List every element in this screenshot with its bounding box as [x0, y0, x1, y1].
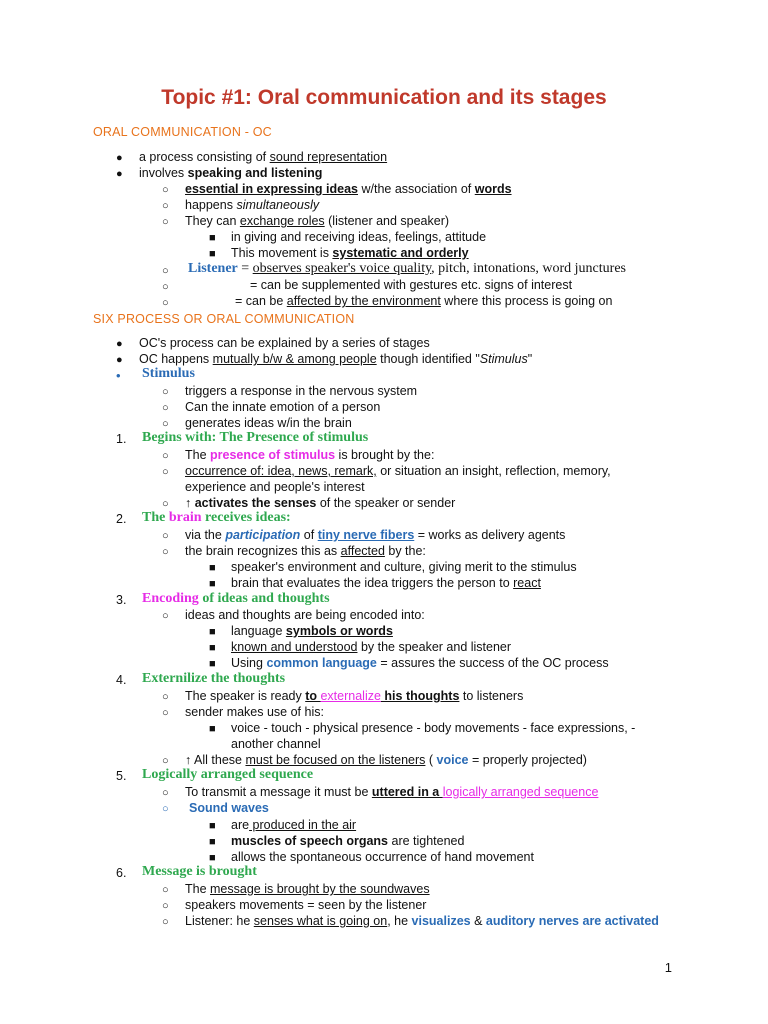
- sound-waves-heading: Sound waves: [189, 801, 269, 815]
- list-item: Using common language = assures the success of the OC process: [231, 656, 609, 670]
- list-item-continuation: experience and people's interest: [185, 480, 365, 494]
- bullet-disc: ●: [116, 152, 123, 164]
- stage-number: 1.: [116, 432, 127, 446]
- list-item: a process consisting of sound representation: [139, 150, 388, 164]
- list-item: are produced in the air: [231, 818, 357, 832]
- list-item: ↑ All these must be focused on the listeners ( voice = properly projected): [185, 753, 587, 767]
- list-item: Listener: he senses what is going on, he visualizes & auditory nerves are activated: [185, 914, 659, 928]
- bullet-circle: ○: [162, 297, 169, 309]
- bullet-circle: ○: [162, 546, 169, 558]
- bullet-circle: ○: [162, 755, 169, 767]
- bullet-circle: ○: [162, 900, 169, 912]
- bullet-square: ■: [209, 642, 216, 654]
- bullet-square: ■: [209, 626, 216, 638]
- stage-number: 3.: [116, 593, 127, 607]
- bullet-circle: ○: [162, 402, 169, 414]
- stage-number: 2.: [116, 512, 127, 526]
- page-number: 1: [664, 960, 672, 975]
- bullet-circle: ○: [162, 498, 169, 510]
- list-item: speaker's environment and culture, giving merit to the stimulus: [231, 560, 577, 574]
- list-item: OC happens mutually b/w & among people though identified "Stimulus": [139, 352, 533, 366]
- list-item-continuation: another channel: [231, 737, 321, 751]
- list-item: This movement is systematic and orderly: [231, 246, 469, 260]
- bullet-circle: ○: [162, 200, 169, 212]
- bullet-square: ■: [209, 836, 216, 848]
- list-item: essential in expressing ideas w/the association of words: [185, 182, 512, 196]
- bullet-circle: ○: [162, 530, 169, 542]
- bullet-square: ■: [209, 232, 216, 244]
- bullet-disc: ●: [116, 354, 123, 366]
- list-item: To transmit a message it must be uttered in a logically arranged sequence: [185, 785, 599, 799]
- bullet-square: ■: [209, 820, 216, 832]
- list-item: triggers a response in the nervous system: [185, 384, 418, 398]
- list-item: allows the spontaneous occurrence of hand movement: [231, 850, 534, 864]
- stage-heading-5: Logically arranged sequence: [142, 767, 314, 782]
- list-item: ↑ activates the senses of the speaker or sender: [185, 496, 456, 510]
- stage-heading-6: Message is brought: [142, 864, 257, 879]
- bullet-circle: ○: [162, 466, 169, 478]
- list-item: muscles of speech organs are tightened: [231, 834, 465, 848]
- list-item: generates ideas w/in the brain: [185, 416, 352, 430]
- bullet-square: ■: [209, 562, 216, 574]
- bullet-square: ■: [209, 658, 216, 670]
- bullet-circle: ○: [162, 265, 169, 277]
- list-item: sender makes use of his:: [185, 705, 324, 719]
- list-item: OC's process can be explained by a series of stages: [139, 336, 430, 350]
- list-item: voice - touch - physical presence - body movements - face expressions, -: [231, 721, 636, 735]
- page-title: Topic #1: Oral communication and its stages: [161, 86, 607, 109]
- bullet-circle: ○: [162, 450, 169, 462]
- list-item: the brain recognizes this as affected by the:: [185, 544, 426, 558]
- bullet-disc: ●: [116, 338, 123, 350]
- bullet-circle: ○: [162, 418, 169, 430]
- bullet-circle: ○: [162, 916, 169, 928]
- list-item: = can be affected by the environment where this process is going on: [235, 294, 613, 308]
- list-item: known and understood by the speaker and listener: [231, 640, 512, 654]
- stimulus-heading: Stimulus: [142, 366, 195, 381]
- bullet-disc: ●: [116, 168, 123, 180]
- bullet-square: ■: [209, 248, 216, 260]
- stage-number: 5.: [116, 769, 127, 783]
- list-item: = can be supplemented with gestures etc. signs of interest: [250, 278, 573, 292]
- stage-heading-2: The brain receives ideas:: [142, 510, 291, 525]
- bullet-square: ■: [209, 578, 216, 590]
- stage-heading-1: Begins with: The Presence of stimulus: [142, 430, 369, 445]
- bullet-circle: ○: [162, 803, 169, 815]
- bullet-circle: ○: [162, 610, 169, 622]
- bullet-circle: ○: [162, 884, 169, 896]
- list-item: in giving and receiving ideas, feelings, attitude: [231, 230, 487, 244]
- list-item: They can exchange roles (listener and speaker): [185, 214, 450, 228]
- bullet-dot: •: [116, 368, 121, 383]
- bullet-square: ■: [209, 723, 216, 735]
- list-item: brain that evaluates the idea triggers the person to react: [231, 576, 541, 590]
- list-item: ideas and thoughts are being encoded into:: [185, 608, 425, 622]
- bullet-circle: ○: [162, 184, 169, 196]
- list-item: involves speaking and listening: [139, 166, 323, 180]
- list-item: via the participation of tiny nerve fibers = works as delivery agents: [185, 528, 566, 542]
- stage-heading-4: Externilize the thoughts: [142, 671, 286, 686]
- bullet-circle: ○: [162, 691, 169, 703]
- bullet-square: ■: [209, 852, 216, 864]
- bullet-circle: ○: [162, 216, 169, 228]
- list-item: The speaker is ready to externalize his thoughts to listeners: [185, 689, 524, 703]
- list-item: Can the innate emotion of a person: [185, 400, 381, 414]
- bullet-circle: ○: [162, 787, 169, 799]
- list-item: speakers movements = seen by the listener: [185, 898, 427, 912]
- bullet-circle: ○: [162, 386, 169, 398]
- bullet-circle: ○: [162, 707, 169, 719]
- section-heading-six-process: SIX PROCESS OR ORAL COMMUNICATION: [93, 312, 355, 326]
- list-item-listener: Listener = observes speaker's voice quality, pitch, intonations, word junctures: [188, 261, 626, 276]
- list-item: language symbols or words: [231, 624, 393, 638]
- list-item: occurrence of: idea, news, remark, or situation an insight, reflection, memory,: [185, 464, 611, 478]
- stage-number: 4.: [116, 673, 127, 687]
- list-item: The presence of stimulus is brought by the:: [185, 448, 435, 462]
- bullet-circle: ○: [162, 281, 169, 293]
- section-heading-oral-communication: ORAL COMMUNICATION - OC: [93, 125, 272, 139]
- stage-heading-3: Encoding of ideas and thoughts: [142, 591, 330, 606]
- list-item: The message is brought by the soundwaves: [185, 882, 430, 896]
- stage-number: 6.: [116, 866, 127, 880]
- list-item: happens simultaneously: [185, 198, 320, 212]
